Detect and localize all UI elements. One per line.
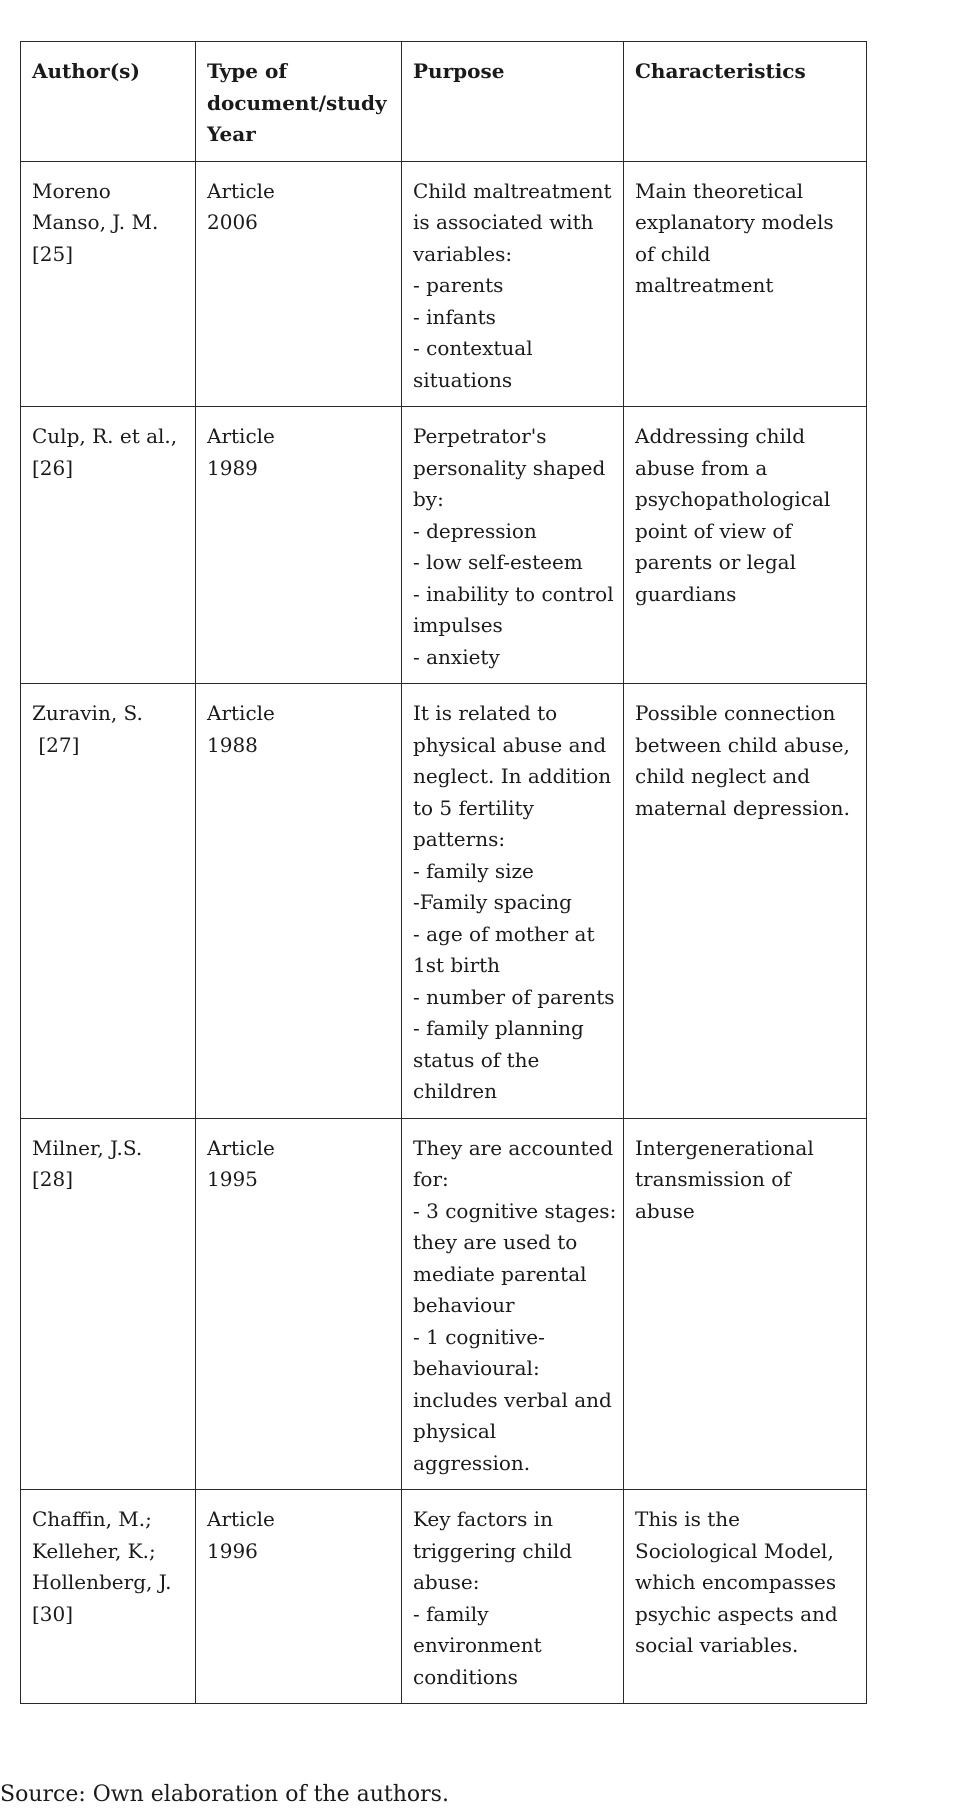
cell-text-line: abuse — [635, 1198, 695, 1223]
cell-text-line: personality shaped — [413, 455, 606, 480]
cell-text-line: Article — [207, 1135, 275, 1160]
cell-text-line: Manso, J. M. — [32, 210, 159, 234]
cell-text-line: transmission of — [635, 1167, 791, 1191]
cell-text-line: - inability to control — [413, 581, 614, 606]
cell-text-line: - number of parents — [413, 984, 615, 1009]
cell-text-line: 2006 — [207, 210, 258, 234]
cell-text-line: Chaffin, M.; — [32, 1507, 152, 1531]
table-row — [21, 1490, 867, 1704]
cell-text-line: is associated with — [413, 210, 594, 234]
cell-purpose — [402, 1118, 624, 1490]
cell-text-line: explanatory models — [635, 210, 834, 234]
cell-text-line: Intergenerational — [635, 1135, 814, 1160]
cell-text-line: maternal depression. — [635, 795, 850, 820]
cell-text-line: - low self-esteem — [413, 550, 583, 574]
cell-text-line: [28] — [32, 1167, 74, 1191]
cell-text-line: It is related to — [413, 701, 558, 725]
header-characteristics — [624, 42, 867, 162]
cell-text-line: neglect. In addition — [413, 764, 612, 788]
cell-text-line: point of view of — [635, 518, 792, 543]
literature-table — [20, 41, 867, 1704]
cell-text-line: behaviour — [413, 1293, 515, 1317]
cell-type-year — [196, 1490, 402, 1704]
cell-purpose — [402, 161, 624, 407]
cell-type-year — [196, 161, 402, 407]
cell-text-line: - contextual — [413, 336, 533, 360]
cell-text-line: by: — [413, 487, 444, 511]
cell-text-line: -Family spacing — [413, 890, 572, 914]
cell-text-line: Article — [207, 701, 275, 725]
cell-characteristics — [624, 684, 867, 1119]
literature-table-container — [20, 41, 866, 1704]
cell-text-line: - family — [413, 1601, 489, 1626]
cell-text-line: [25] — [32, 241, 74, 266]
cell-text-line: Possible connection — [635, 701, 836, 725]
cell-text-line: triggering child — [413, 1538, 573, 1563]
cell-type-year — [196, 407, 402, 684]
cell-text-line: between child abuse, — [635, 732, 850, 757]
cell-text-line: - 1 cognitive- — [413, 1324, 545, 1349]
cell-text-line: - infants — [413, 304, 496, 329]
cell-text-line: - family planning — [413, 1016, 584, 1040]
cell-text-line: patterns: — [413, 827, 506, 851]
table-header-row — [21, 42, 867, 162]
cell-text-line: Kelleher, K.; — [32, 1538, 156, 1563]
table-row — [21, 407, 867, 684]
cell-text-line: Characteristics — [635, 59, 806, 83]
cell-text-line: guardians — [635, 581, 737, 606]
cell-text-line: Year — [207, 122, 256, 146]
cell-text-line: Purpose — [413, 59, 505, 83]
cell-text-line: They are accounted — [413, 1135, 614, 1160]
cell-characteristics — [624, 161, 867, 407]
header-purpose — [402, 42, 624, 162]
cell-text-line: behavioural: — [413, 1356, 540, 1380]
cell-text-line: Type of — [207, 59, 287, 83]
cell-text-line: abuse: — [413, 1570, 480, 1594]
cell-text-line: Hollenberg, J. — [32, 1570, 172, 1594]
cell-text-line: parents or legal — [635, 550, 796, 574]
cell-text-line: Culp, R. et al., — [32, 424, 178, 448]
cell-type-year — [196, 1118, 402, 1490]
cell-text-line: Child maltreatment — [413, 178, 612, 203]
cell-text-line: aggression. — [413, 1450, 531, 1475]
cell-text-line: document/study — [207, 90, 387, 115]
cell-text-line: children — [413, 1079, 497, 1103]
header-authors — [21, 42, 196, 162]
cell-text-line: - 3 cognitive stages: — [413, 1198, 617, 1223]
cell-text-line: 1989 — [207, 455, 258, 480]
cell-author — [21, 1118, 196, 1490]
cell-text-line: - anxiety — [413, 644, 500, 669]
table-row — [21, 1118, 867, 1490]
cell-text-line: psychopathological — [635, 487, 831, 511]
cell-text-line: status of the — [413, 1047, 540, 1072]
cell-text-line: environment — [413, 1633, 542, 1657]
cell-text-line: - parents — [413, 273, 504, 297]
cell-author — [21, 1490, 196, 1704]
table-row — [21, 161, 867, 407]
cell-text-line: 1988 — [207, 732, 258, 757]
cell-text-line: Key factors in — [413, 1507, 553, 1531]
cell-text-line: This is the — [635, 1507, 741, 1531]
cell-text-line: conditions — [413, 1664, 518, 1689]
cell-text-line: physical — [413, 1419, 497, 1443]
cell-text-line: Zuravin, S. — [32, 701, 143, 725]
cell-author — [21, 684, 196, 1119]
cell-text-line: physical abuse and — [413, 732, 607, 757]
cell-text-line: Article — [207, 178, 275, 203]
cell-text-line: child neglect and — [635, 764, 810, 788]
cell-text-line: Article — [207, 424, 275, 448]
cell-text-line: Main theoretical — [635, 178, 804, 203]
table-row — [21, 684, 867, 1119]
cell-text-line: Article — [207, 1507, 275, 1531]
cell-text-line: - depression — [413, 518, 537, 543]
cell-purpose — [402, 407, 624, 684]
source-note: Source: Own elaboration of the authors. — [0, 1782, 449, 1807]
cell-text-line: social variables. — [635, 1633, 799, 1657]
cell-text-line: Author(s) — [32, 59, 140, 83]
cell-type-year — [196, 684, 402, 1119]
cell-text-line: includes verbal and — [413, 1387, 612, 1412]
header-type-year — [196, 42, 402, 162]
cell-text-line: for: — [413, 1167, 449, 1191]
cell-text-line: situations — [413, 367, 513, 392]
cell-text-line: 1995 — [207, 1167, 258, 1191]
cell-characteristics — [624, 407, 867, 684]
cell-text-line: which encompasses — [635, 1570, 837, 1594]
cell-text-line: [26] — [32, 455, 74, 480]
cell-author — [21, 161, 196, 407]
cell-characteristics — [624, 1118, 867, 1490]
cell-text-line: they are used to — [413, 1230, 578, 1254]
cell-purpose — [402, 1490, 624, 1704]
cell-text-line: maltreatment — [635, 273, 774, 297]
cell-author — [21, 407, 196, 684]
cell-purpose — [402, 684, 624, 1119]
cell-text-line: 1996 — [207, 1538, 258, 1563]
cell-text-line: mediate parental — [413, 1261, 587, 1286]
cell-text-line: Perpetrator's — [413, 424, 547, 448]
cell-text-line: Addressing child — [635, 424, 806, 448]
cell-text-line: Moreno — [32, 178, 111, 203]
cell-text-line: Sociological Model, — [635, 1538, 834, 1563]
cell-text-line: Milner, J.S. — [32, 1135, 143, 1160]
cell-text-line: - age of mother at — [413, 921, 595, 946]
cell-text-line: [27] — [32, 732, 80, 757]
cell-text-line: to 5 fertility — [413, 795, 534, 820]
cell-text-line: [30] — [32, 1601, 74, 1626]
cell-text-line: of child — [635, 241, 711, 266]
cell-text-line: impulses — [413, 613, 503, 637]
cell-text-line: psychic aspects and — [635, 1601, 838, 1626]
cell-text-line: variables: — [413, 241, 513, 266]
cell-characteristics — [624, 1490, 867, 1704]
cell-text-line: 1st birth — [413, 953, 501, 977]
cell-text-line: - family size — [413, 858, 534, 883]
cell-text-line: abuse from a — [635, 455, 768, 480]
